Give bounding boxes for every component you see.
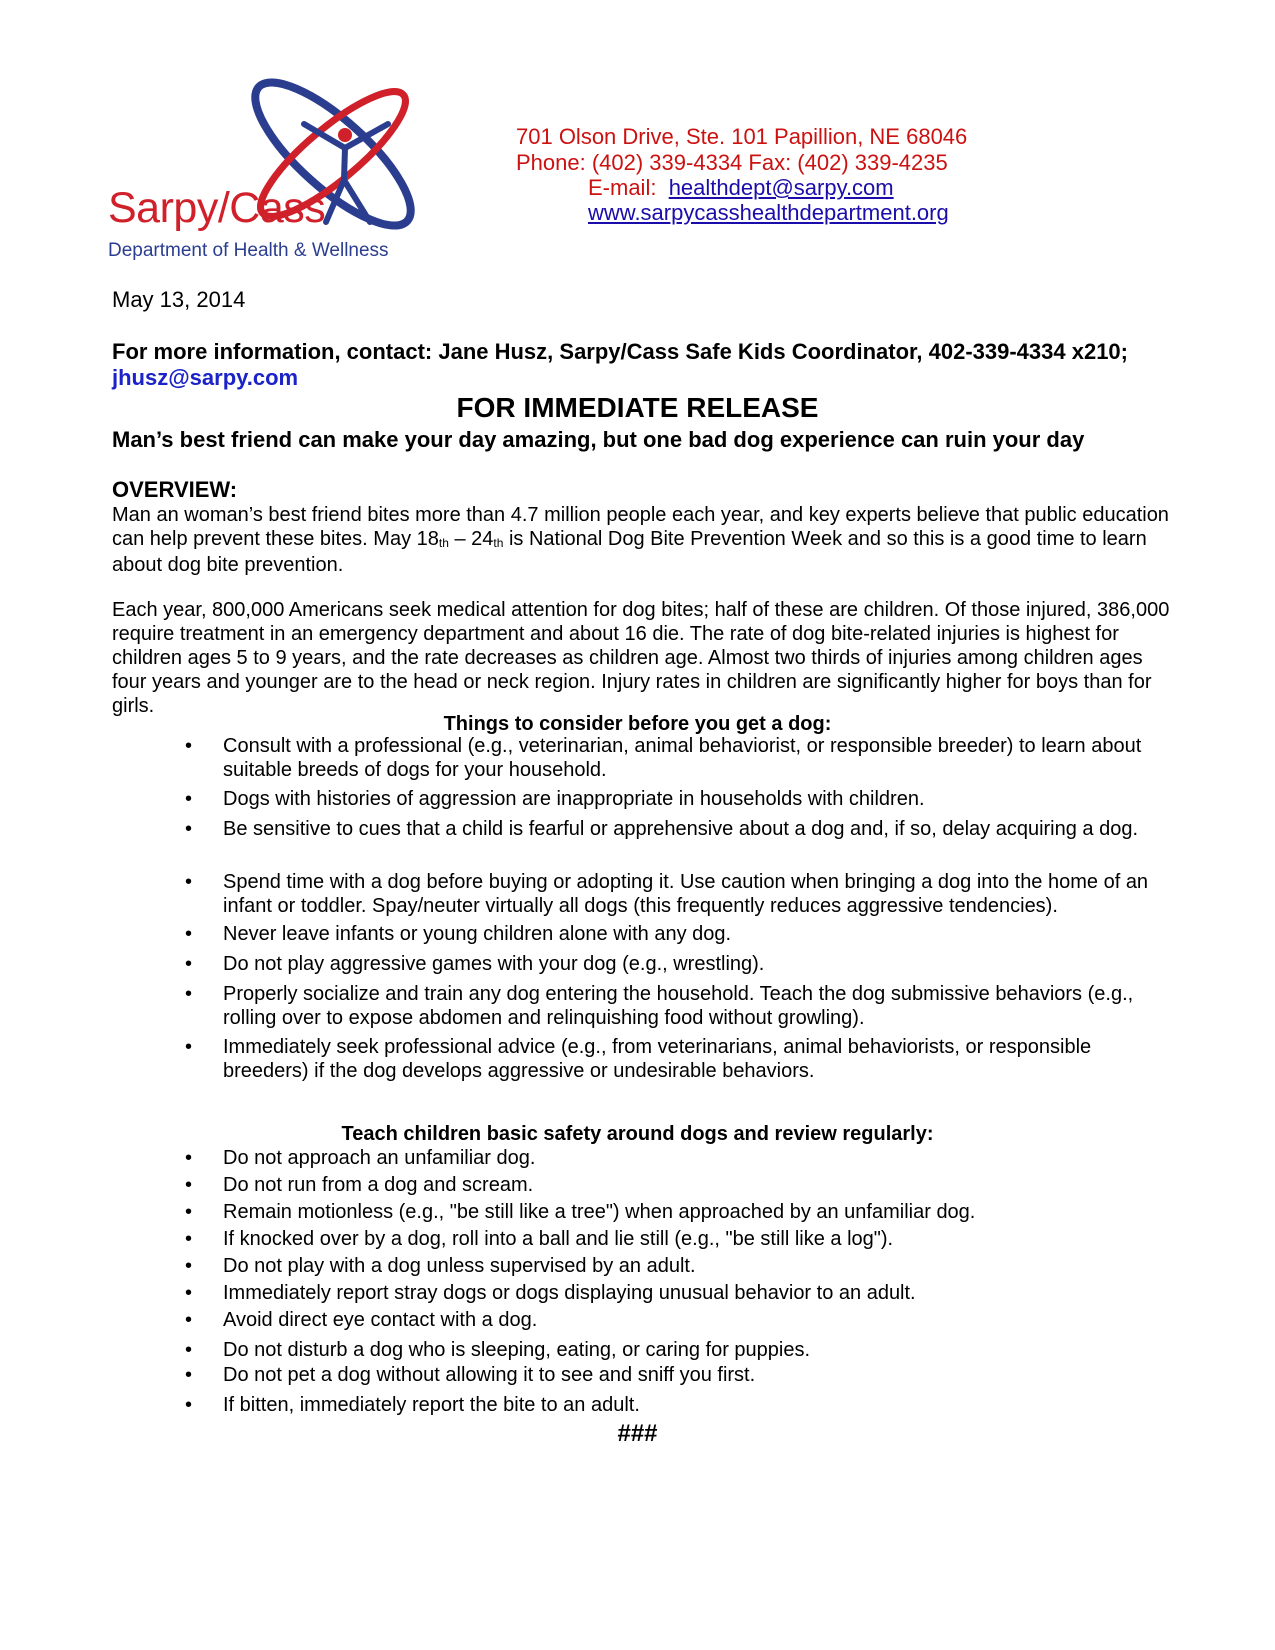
list2-item-text: Do not play with a dog unless supervised by an adult.: [223, 1255, 696, 1277]
logo-wordmark: Sarpy/Cass: [108, 184, 326, 232]
bullet-icon: •: [185, 1147, 193, 1169]
bullet-icon: •: [185, 1228, 193, 1250]
release-date: May 13, 2014: [112, 287, 246, 312]
bullet-icon: •: [185, 953, 193, 975]
bullet-icon: •: [185, 1394, 193, 1416]
list2-item-text: Do not approach an unfamiliar dog.: [223, 1147, 536, 1169]
logo-subtitle: Department of Health & Wellness: [108, 240, 389, 261]
info-contact: [112, 339, 1172, 391]
list2-item-text: Avoid direct eye contact with a dog.: [223, 1309, 538, 1331]
release-heading: FOR IMMEDIATE RELEASE: [456, 392, 819, 423]
list2-heading: Teach children basic safety around dogs and review regularly:: [341, 1123, 934, 1145]
list1-item-text: Dogs with histories of aggression are inappropriate in households with children.: [223, 788, 925, 810]
bullet-icon: •: [185, 735, 193, 757]
contact-email-link[interactable]: healthdept@sarpy.com: [668, 175, 894, 200]
list2-item-text: Do not run from a dog and scream.: [223, 1174, 534, 1196]
bullet-icon: •: [185, 1201, 193, 1223]
overview-p1-part2: – 24: [448, 528, 494, 550]
list1-item-text: Do not play aggressive games with your dog (e.g., wrestling).: [223, 953, 765, 975]
bullet-icon: •: [185, 983, 193, 1005]
overview-p1-part3: is National Dog Bite Prevention Week and so this is a good time to learn about dog bite prevention.: [112, 528, 1147, 576]
bullet-icon: •: [185, 788, 193, 810]
overview-paragraph-2: Each year, 800,000 Americans seek medical attention for dog bites; half of these are children. Of those injured, 386,000 require treatment in an emergency department and about 16 die. The rate of dog bite-related injuries is highest for children ages 5 to 9 years, and the rate decreases as children age. Almost two thirds of injuries among children ages four years and younger are to the head or neck region. Injury rates in children are significantly higher for boys than for girls.: [112, 599, 1170, 717]
bullet-icon: •: [185, 923, 193, 945]
subheading: Man’s best friend can make your day amazing, but one bad dog experience can ruin your day: [112, 427, 1085, 452]
logo-emblem: [108, 72, 428, 262]
info-contact-email-link[interactable]: jhusz@sarpy.com: [112, 365, 299, 390]
list2-item-text: Do not pet a dog without allowing it to see and sniff you first.: [223, 1364, 756, 1386]
bullet-icon: •: [185, 871, 193, 893]
organization-logo: [108, 72, 428, 262]
bullet-icon: •: [185, 1282, 193, 1304]
overview-paragraph-1: [112, 503, 1172, 577]
list1-item-text: Immediately seek professional advice (e.g., from veterinarians, animal behaviorists, or responsible breeders) if the dog develops aggressive or undesirable behaviors.: [223, 1036, 1092, 1082]
list1-item-text: Properly socialize and train any dog entering the household. Teach the dog submissive behaviors (e.g., rolling over to expose abdomen and relinquishing food without growling).: [223, 983, 1134, 1029]
list2-item-text: Remain motionless (e.g., "be still like a tree") when approached by an unfamiliar dog.: [223, 1201, 976, 1223]
list2-item-text: Immediately report stray dogs or dogs displaying unusual behavior to an adult.: [223, 1282, 916, 1304]
bullet-icon: •: [185, 1174, 193, 1196]
bullet-icon: •: [185, 1036, 193, 1058]
overview-p1-sup1: th: [438, 536, 449, 550]
bullet-icon: •: [185, 818, 193, 840]
bullet-icon: •: [185, 1339, 193, 1361]
contact-email-line: [588, 175, 894, 201]
info-contact-text: For more information, contact: Jane Husz, Sarpy/Cass Safe Kids Coordinator, 402-339-4334 x210;: [112, 339, 1128, 364]
list1-item-text: Consult with a professional (e.g., veterinarian, animal behaviorist, or responsible breeder) to learn about suitable breeds of dogs for your household.: [223, 735, 1142, 781]
list2-item-text: If bitten, immediately report the bite to an adult.: [223, 1394, 640, 1416]
bullet-icon: •: [185, 1255, 193, 1277]
list2-item-text: If knocked over by a dog, roll into a ball and lie still (e.g., "be still like a log").: [223, 1228, 894, 1250]
overview-p1-part1: Man an woman’s best friend bites more than 4.7 million people each year, and key experts believe that public education can help prevent these bites. May 18: [112, 504, 1169, 550]
list2-item-text: Do not disturb a dog who is sleeping, eating, or caring for puppies.: [223, 1339, 811, 1361]
contact-email-label: E-mail:: [588, 175, 657, 200]
logo-figure-head: [338, 128, 352, 142]
end-marker: ###: [617, 1420, 658, 1447]
contact-address: 701 Olson Drive, Ste. 101 Papillion, NE 68046: [516, 124, 968, 149]
contact-website-line: [588, 200, 949, 226]
contact-website-link[interactable]: www.sarpycasshealthdepartment.org: [588, 200, 949, 225]
bullet-icon: •: [185, 1309, 193, 1331]
overview-p1-sup2: th: [493, 536, 504, 550]
overview-heading: OVERVIEW:: [112, 477, 238, 502]
list1-heading: Things to consider before you get a dog:: [443, 713, 832, 735]
list1-item-text: Never leave infants or young children alone with any dog.: [223, 923, 732, 945]
list1-item-text: Spend time with a dog before buying or adopting it. Use caution when bringing a dog into the home of an infant or toddler. Spay/neuter virtually all dogs (this frequently reduces aggressive tendencies).: [223, 871, 1149, 917]
list1-item-text: Be sensitive to cues that a child is fearful or apprehensive about a dog and, if so, delay acquiring a dog.: [223, 818, 1139, 840]
bullet-icon: •: [185, 1364, 193, 1386]
contact-phone-fax: Phone: (402) 339-4334 Fax: (402) 339-4235: [516, 150, 948, 175]
